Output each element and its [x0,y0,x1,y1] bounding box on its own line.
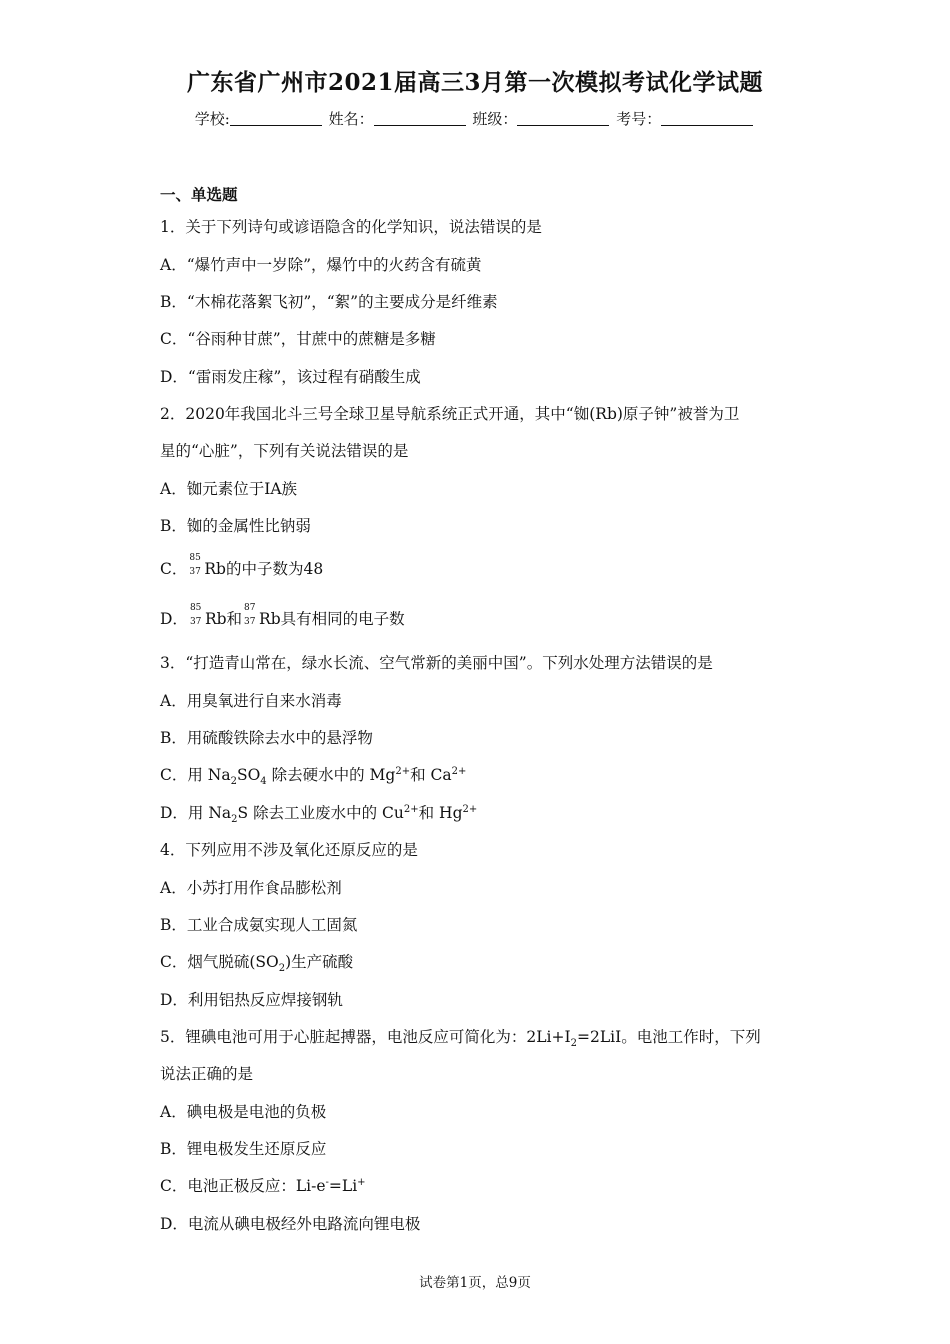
isotope-notation [187,553,203,577]
q3-option-d [160,801,478,826]
number-blank [661,111,753,126]
text-part: 5．锂碘电池可用于心脏起搏器，电池反应可简化为：2Li+I [160,1028,571,1046]
q4-option-c [160,950,354,975]
text-part: )生产硫酸 [285,953,354,971]
q5-option-d: D．电流从碘电极经外电路流向锂电极 [160,1215,421,1233]
subscript: 4 [260,776,267,788]
isotope-notation [242,603,258,627]
section-heading: 一、单选题 [160,185,238,204]
q4-option-b: B．工业合成氨实现人工固氮 [160,916,358,934]
superscript: 2+ [462,803,478,815]
q2-stem-line1: 2．2020年我国北斗三号全球卫星导航系统正式开通，其中“铷(Rb)原子钟”被誉为卫 [160,405,740,423]
text-part: =Li [328,1177,358,1195]
page-footer: 试卷第1页，总9页 [419,1275,531,1291]
superscript: 2+ [403,803,419,815]
subscript: 2 [570,1038,577,1050]
superscript: - [325,1176,329,1188]
name-label: 姓名： [328,110,374,128]
q1-option-b: B．“木棉花落絮飞初”，“絮”的主要成分是纤维素 [160,293,498,311]
q2-d-mid: Rb和 [204,610,243,628]
class-label: 班级： [472,110,518,128]
q4-stem: 4．下列应用不涉及氧化还原反应的是 [160,841,418,859]
name-blank [374,111,466,126]
text-part: 除去硬水中的 Mg [266,766,396,784]
q2-option-a: A．铷元素位于IA族 [160,480,298,498]
q5-stem-line1 [160,1025,761,1050]
q3-option-b: B．用硫酸铁除去水中的悬浮物 [160,729,373,747]
text-part: 和 Hg [418,804,463,822]
q2-option-c [160,553,324,579]
text-part: =2LiI。电池工作时，下列 [576,1028,761,1046]
atomic-number: 37 [189,567,201,577]
q2-option-d [160,603,405,629]
atomic-number: 37 [244,617,256,627]
q5-option-a: A．碘电极是电池的负极 [160,1103,327,1121]
q2-stem-line2: 星的“心脏”，下列有关说法错误的是 [160,442,409,460]
text-part: C．用 Na [160,766,231,784]
q2-c-label: C． [160,560,188,578]
text-part: SO [236,766,261,784]
q5-stem-line2: 说法正确的是 [160,1065,254,1083]
q2-d-label: D． [160,610,188,628]
q2-d-text: Rb具有相同的电子数 [259,610,405,628]
q4-option-a: A．小苏打用作食品膨松剂 [160,879,342,897]
q1-option-a: A．“爆竹声中一岁除”，爆竹中的火药含有硫黄 [160,256,482,274]
page-title: 广东省广州市2021届高三3月第一次模拟考试化学试题 [186,69,764,96]
q1-option-c: C．“谷雨种甘蔗”，甘蔗中的蔗糖是多糖 [160,330,436,348]
number-label: 考号： [616,110,662,128]
text-part: 和 Ca [410,766,452,784]
mass-number: 85 [189,553,201,563]
isotope-notation [188,603,204,627]
q2-option-b: B．铷的金属性比钠弱 [160,517,311,535]
class-blank [517,111,609,126]
superscript: 2+ [395,765,411,777]
superscript: + [357,1176,366,1188]
text-part: C．电池正极反应：Li-e [160,1177,326,1195]
q5-option-c [160,1174,366,1196]
school-label: 学校: [194,110,230,128]
text-part: D．用 Na [160,804,232,822]
subscript: 2 [230,776,237,788]
student-info-line [0,108,950,129]
subscript: 2 [231,814,238,826]
subscript: 2 [278,963,286,975]
q2-c-text: Rb的中子数为48 [204,560,324,578]
mass-number: 87 [244,603,256,613]
q3-option-a: A．用臭氧进行自来水消毒 [160,692,342,710]
q3-stem: 3．“打造青山常在，绿水长流、空气常新的美丽中国”。下列水处理方法错误的是 [160,654,713,672]
q4-option-d: D．利用铝热反应焊接钢轨 [160,991,343,1009]
superscript: 2+ [451,765,467,777]
text-part: C．烟气脱硫(SO [160,953,279,971]
atomic-number: 37 [189,617,202,627]
q5-option-b: B．锂电极发生还原反应 [160,1140,327,1158]
mass-number: 85 [189,603,202,613]
q1-option-d: D．“雷雨发庄稼”，该过程有硝酸生成 [160,368,421,386]
text-part: S 除去工业废水中的 Cu [237,804,404,822]
q3-option-c [160,763,467,788]
school-blank [230,111,322,126]
q1-stem: 1．关于下列诗句或谚语隐含的化学知识，说法错误的是 [160,218,542,236]
